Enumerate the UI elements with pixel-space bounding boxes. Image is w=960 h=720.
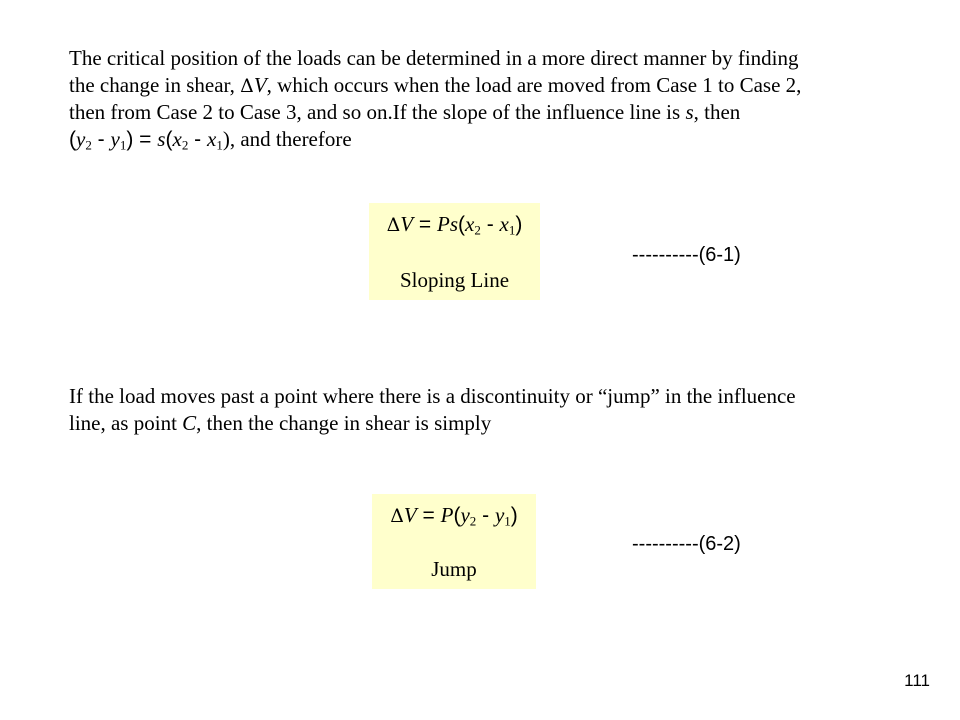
- shear-symbol: V: [403, 503, 417, 527]
- subscript: 1: [508, 222, 516, 238]
- point-symbol: C: [182, 410, 197, 435]
- operator: -: [188, 127, 207, 151]
- equation-6-2: [372, 503, 536, 528]
- operator: =: [416, 504, 441, 527]
- var-y: y: [494, 503, 505, 527]
- delta-symbol: Δ: [390, 505, 404, 527]
- shear-symbol: V: [400, 212, 414, 236]
- var-p: P: [440, 503, 454, 527]
- operator: -: [476, 504, 495, 527]
- var-s: s: [157, 126, 166, 151]
- text-fragment: line, as point: [69, 410, 183, 435]
- var-x: x: [499, 212, 509, 236]
- paren: ): [515, 213, 523, 236]
- delta-symbol: Δ: [240, 74, 254, 97]
- var-y: y: [460, 503, 470, 527]
- page-number: 111: [904, 671, 930, 690]
- subscript: 2: [85, 136, 92, 152]
- delta-symbol: Δ: [386, 214, 401, 236]
- equation-caption: Jump: [431, 557, 477, 581]
- intro-line-4: [69, 126, 919, 154]
- var-y: y: [76, 126, 86, 151]
- text-fragment: , then the change in shear is simply: [196, 410, 492, 435]
- equation-caption: Sloping Line: [399, 268, 510, 292]
- text-fragment: the change in shear,: [69, 72, 241, 97]
- subscript: 2: [469, 513, 477, 529]
- jump-paragraph: [69, 383, 919, 436]
- subscript: 2: [474, 222, 481, 238]
- paren: (: [453, 504, 461, 527]
- var-ps: Ps: [437, 212, 459, 236]
- text-fragment: , which occurs when the load are moved from Case 1 to Case 2,: [266, 72, 802, 97]
- subscript: 1: [504, 513, 511, 529]
- operator: =: [413, 213, 438, 236]
- equation-number: ----------(6-2): [632, 533, 741, 555]
- jump-line-1: If the load moves past a point where there is a discontinuity or “jump” in the influence: [69, 384, 796, 408]
- paren: ): [510, 504, 518, 527]
- equation-box-jump: [372, 494, 536, 589]
- text-fragment: then from Case 2 to Case 3, and so on.If the slope of the influence line is: [69, 100, 686, 124]
- paren: (: [165, 127, 173, 151]
- slope-symbol: s: [685, 100, 694, 124]
- text-fragment: , then: [693, 100, 741, 124]
- subscript: 1: [119, 136, 127, 152]
- var-x: x: [207, 126, 217, 151]
- var-x: x: [465, 212, 475, 236]
- intro-paragraph: [69, 45, 919, 153]
- operator: -: [91, 127, 111, 151]
- intro-line-3: [69, 99, 919, 126]
- operator: -: [480, 213, 500, 236]
- paren: (: [458, 213, 466, 236]
- equation-6-1: [369, 212, 540, 237]
- var-y: y: [110, 126, 120, 151]
- paren: (: [69, 127, 76, 151]
- text-fragment: ), and therefore: [222, 126, 352, 151]
- equation-number: ----------(6-1): [632, 244, 741, 266]
- var-x: x: [172, 126, 182, 151]
- subscript: 1: [216, 136, 223, 152]
- intro-line-2: [69, 72, 919, 100]
- operator: ) =: [126, 127, 158, 151]
- subscript: 2: [181, 136, 189, 152]
- shear-symbol: V: [253, 72, 267, 97]
- equation-box-sloping-line: [369, 203, 540, 300]
- intro-line-1: The critical position of the loads can be determined in a more direct manner by finding: [69, 46, 799, 70]
- jump-line-2: [69, 410, 919, 437]
